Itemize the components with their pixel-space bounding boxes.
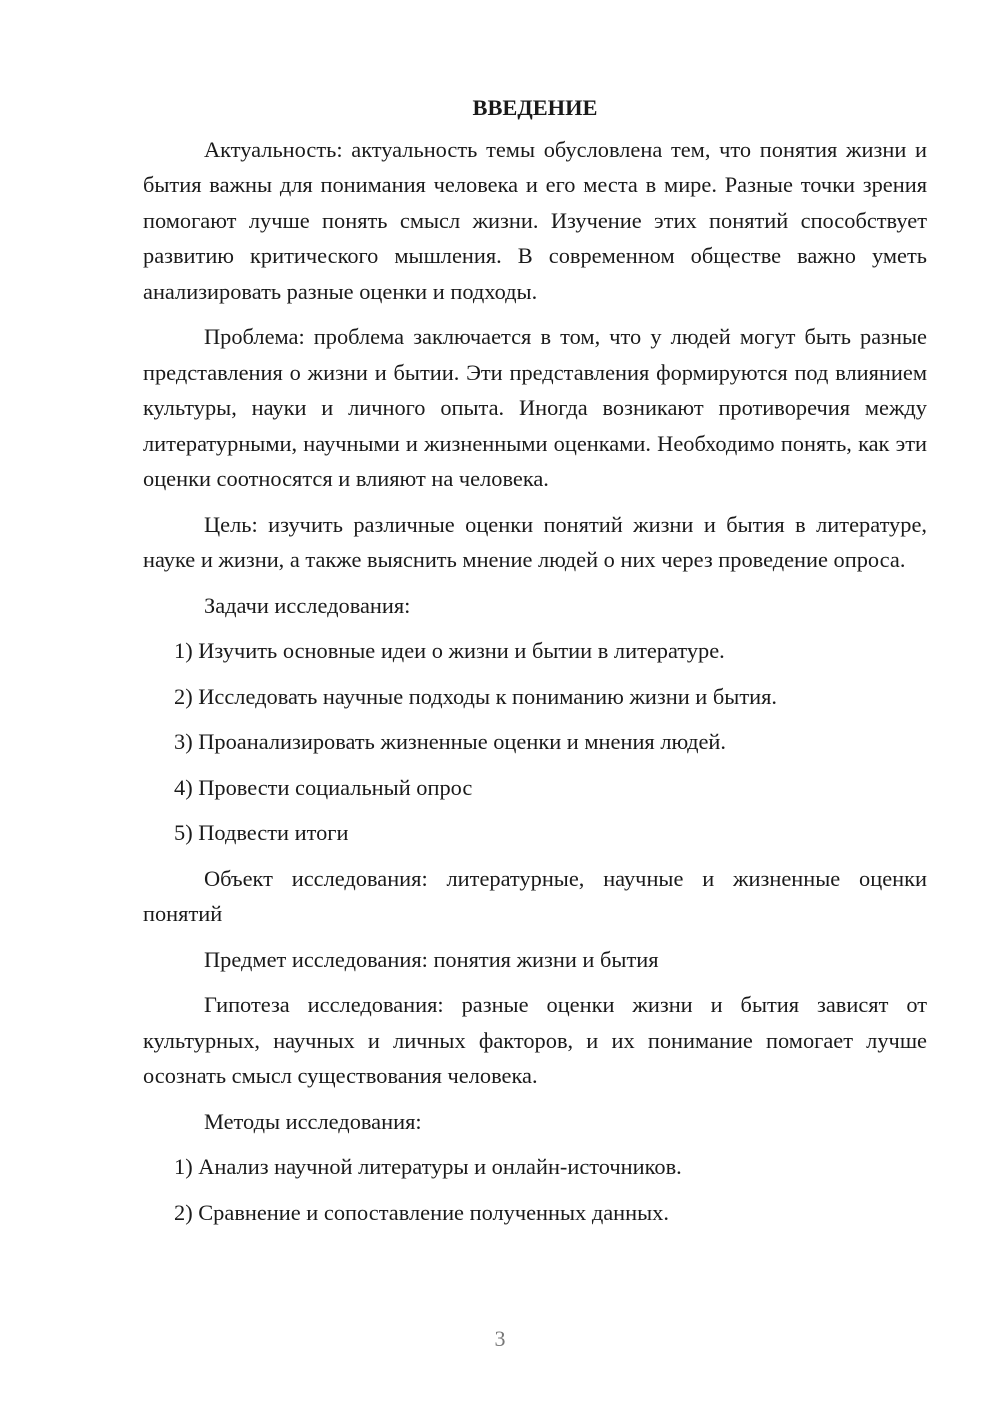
object-paragraph: Объект исследования: литературные, научные и жизненные оценки понятий [143,865,927,926]
task-item: 4) Провести социальный опрос [174,774,473,800]
task-item: 1) Изучить основные идеи о жизни и бытии в литературе. [174,638,725,663]
method-item: 2) Сравнение и сопоставление полученных данных. [174,1199,669,1225]
methods-title: Методы исследования: [204,1108,422,1134]
page-number: 3 [494,1326,506,1351]
goal-paragraph: Цель: изучить различные оценки понятий жизни и бытия в литературе, науке и жизни, а также выяснить мнение людей о них через проведение опроса. [143,511,927,572]
task-item: 5) Подвести итоги [174,820,349,845]
tasks-title: Задачи исследования: [204,592,411,618]
document-page [143,90,927,1240]
problem-paragraph: Проблема: проблема заключается в том, что у людей могут быть разные представления о жизни и бытии. Эти представления формируются под влиянием культуры, науки и личного опыта. Иногда возникают противоречия между литературными, научными и жизненными оценками. Необходимо понять, как эти оценки соотносятся и влияют на человека. [143,324,927,491]
task-item: 3) Проанализировать жизненные оценки и мнения людей. [174,729,726,754]
method-item: 1) Анализ научной литературы и онлайн-источников. [174,1154,682,1179]
section-heading: ВВЕДЕНИЕ [472,95,598,120]
task-item: 2) Исследовать научные подходы к пониманию жизни и бытия. [174,683,777,709]
subject-line: Предмет исследования: понятия жизни и бытия [204,946,659,972]
hypothesis-paragraph: Гипотеза исследования: разные оценки жизни и бытия зависят от культурных, научных и личных факторов, и их понимание помогает лучше осознать смысл существования человека. [143,992,927,1088]
relevance-paragraph: Актуальность: актуальность темы обусловлена тем, что понятия жизни и бытия важны для понимания человека и его места в мире. Разные точки зрения помогают лучше понять смысл жизни. Изучение этих понятий способствует развитию критического мышления. В современном обществе важно уметь анализировать разные оценки и подходы. [143,136,927,304]
